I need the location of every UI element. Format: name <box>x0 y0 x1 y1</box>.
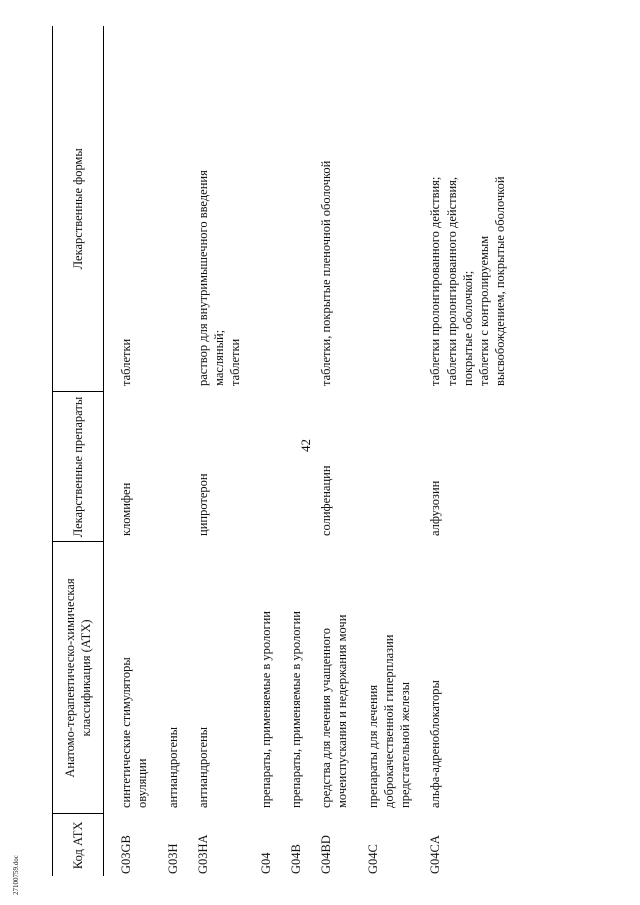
cell-atc: антиандрогены <box>165 726 180 808</box>
table-row <box>413 26 508 876</box>
cell-code: G04BD <box>319 835 333 874</box>
cell-forms <box>151 26 181 392</box>
cell-atc: препараты для лечения доброкачественной гиперплазии предстательной железы <box>365 634 412 808</box>
cell-code: G03HA <box>195 834 210 874</box>
cell-atc: антиандрогены <box>195 726 210 808</box>
cell-forms: таблетки <box>119 338 133 386</box>
cell-drug: алфузозин <box>428 480 443 536</box>
cell-forms <box>351 26 414 392</box>
cell-atc: препараты, применяемые в урологии <box>288 611 303 808</box>
cell-drug: ципротерон <box>195 473 210 536</box>
table-row <box>351 26 414 876</box>
cell-drug <box>151 392 181 542</box>
rotated-table-container <box>52 26 612 876</box>
table-row <box>181 26 244 876</box>
header-dosage-forms: Лекарственные формы <box>53 26 104 392</box>
cell-code: G03H <box>165 843 180 874</box>
header-drugs: Лекарственные препараты <box>53 392 104 542</box>
table-row <box>104 26 151 876</box>
cell-drug <box>351 392 414 542</box>
cell-code: G04 <box>258 852 273 874</box>
cell-drug: кломифен <box>119 482 133 536</box>
cell-drug <box>244 392 274 542</box>
cell-code: G04C <box>365 844 380 874</box>
header-atc-classification: Анатомо-терапевтическо-химическая классификация (АТХ) <box>53 542 104 814</box>
cell-forms: таблетки пролонгированного действия; таблетки пролонгированного действия, покрытые оболочкой; таблетки с контролируемым высвобождением, покрытые оболочкой <box>428 176 508 386</box>
cell-forms <box>244 26 274 392</box>
cell-atc: синтетические стимуляторы овуляции <box>119 657 150 808</box>
table-row <box>151 26 181 876</box>
atc-drug-table <box>52 26 509 876</box>
cell-code: G03GB <box>119 835 133 874</box>
cell-atc: альфа-адреноблокаторы <box>428 680 443 808</box>
page-number: 42 <box>298 439 313 452</box>
cell-code: G04CA <box>428 835 443 874</box>
cell-atc: средства для лечения учащенного мочеиспускания и недержания мочи <box>319 614 350 808</box>
table-row <box>244 26 274 876</box>
header-code: Код АТХ <box>53 814 104 876</box>
cell-forms: таблетки, покрытые пленочной оболочкой <box>319 160 333 386</box>
cell-drug: солифенацин <box>319 465 333 536</box>
cell-forms: раствор для внутримышечного введения масляный; таблетки <box>195 170 243 386</box>
cell-code: G04B <box>288 844 303 874</box>
document-reference: 27100759.doc <box>12 855 20 895</box>
cell-drug <box>274 392 304 542</box>
table-row <box>274 26 304 876</box>
table-header-row <box>53 26 104 876</box>
cell-atc: препараты, применяемые в урологии <box>258 611 273 808</box>
table-row <box>304 26 351 876</box>
cell-forms <box>274 26 304 392</box>
